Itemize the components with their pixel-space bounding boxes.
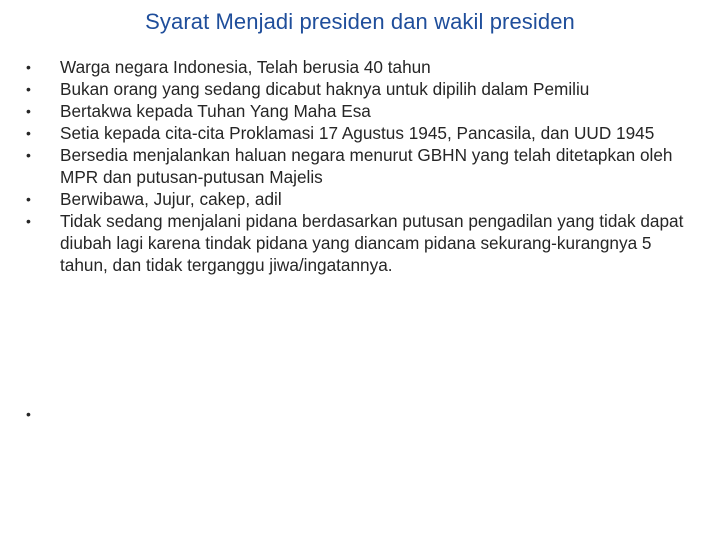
- bullet-icon: •: [26, 103, 31, 119]
- list-item-text: Tidak sedang menjalani pidana berdasarkan putusan pengadilan yang tidak dapat diubah lagi karena tindak pidana yang diancam pidana sekurang-kurangnya 5 tahun, dan tidak terganggu jiwa/ingatannya.: [60, 211, 684, 275]
- slide-title: Syarat Menjadi presiden dan wakil presiden: [145, 9, 575, 34]
- list-item-text: Bertakwa kepada Tuhan Yang Maha Esa: [60, 101, 371, 121]
- list-item-text: Bersedia menjalankan haluan negara menurut GBHN yang telah ditetapkan oleh MPR dan putusan-putusan Majelis: [60, 145, 673, 187]
- list-item: [26, 78, 694, 100]
- bullet-icon: •: [26, 59, 31, 75]
- list-item: [26, 100, 694, 122]
- bullet-icon: •: [26, 125, 31, 141]
- list-item-text: Warga negara Indonesia, Telah berusia 40 tahun: [60, 57, 431, 77]
- list-item-text: Setia kepada cita-cita Proklamasi 17 Agustus 1945, Pancasila, dan UUD 1945: [60, 123, 655, 143]
- bullet-icon: •: [26, 213, 31, 229]
- list-item: [26, 144, 694, 188]
- list-item: [26, 56, 694, 78]
- list-item-text: Berwibawa, Jujur, cakep, adil: [60, 189, 282, 209]
- list-item: [26, 122, 694, 144]
- empty-bullet-icon: •: [26, 406, 31, 422]
- bullet-icon: •: [26, 81, 31, 97]
- list-item: [26, 188, 694, 210]
- bullet-icon: •: [26, 191, 31, 207]
- bullet-icon: •: [26, 147, 31, 163]
- requirements-list: [26, 56, 694, 276]
- list-item-text: Bukan orang yang sedang dicabut haknya untuk dipilih dalam Pemiliu: [60, 79, 590, 99]
- list-item: [26, 210, 694, 276]
